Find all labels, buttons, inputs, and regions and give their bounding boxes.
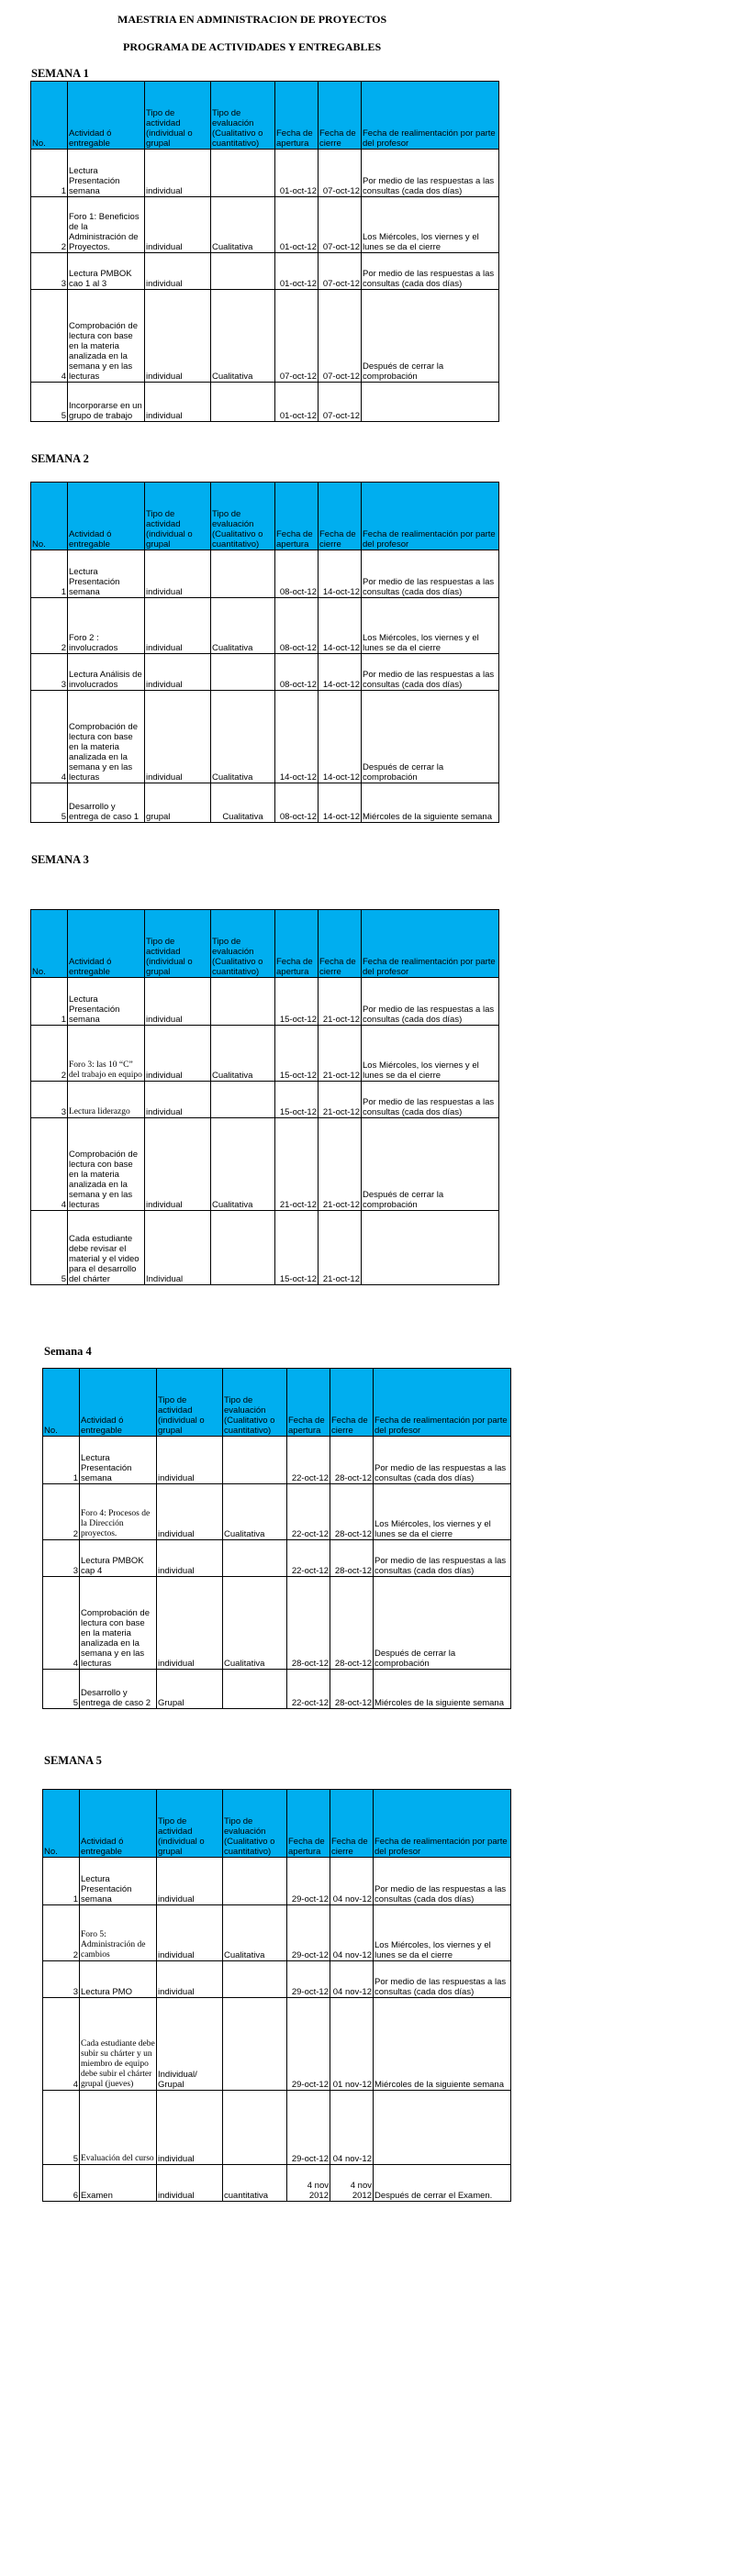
col-activity: Lectura Presentación semana	[68, 150, 145, 197]
col-type: individual	[157, 1437, 223, 1484]
table-header-row	[31, 82, 499, 150]
col-feedback: Después de cerrar el Examen.	[374, 2165, 511, 2202]
table-row	[31, 783, 499, 823]
col-type: grupal	[145, 783, 211, 823]
col-activity: Foro 5: Administración de cambios	[80, 1905, 157, 1961]
col-close: 28-oct-12	[330, 1437, 374, 1484]
col-feedback: Por medio de las respuestas a las consultas (cada dos días)	[362, 654, 499, 691]
table-row	[31, 197, 499, 253]
col-close: 07-oct-12	[319, 150, 362, 197]
col-close: 28-oct-12	[330, 1670, 374, 1709]
col-open: 21-oct-12	[275, 1118, 319, 1211]
col-type: individual	[145, 1026, 211, 1082]
col-no: 2	[43, 1484, 80, 1540]
col-eval	[223, 1858, 287, 1905]
header-col-feedback: Fecha de realimentación por parte del profesor	[362, 82, 499, 150]
col-eval	[211, 654, 275, 691]
col-activity: Cada estudiante debe subir su chárter y un miembro de equipo debe subir el chárter grupal (jueves)	[80, 1998, 157, 2091]
col-no: 1	[31, 150, 68, 197]
col-close: 07-oct-12	[319, 383, 362, 422]
header-col-type: Tipo de actividad (individual o grupal	[157, 1369, 223, 1437]
table-row	[31, 1211, 499, 1285]
col-type: individual	[145, 290, 211, 383]
col-feedback: Por medio de las respuestas a las consultas (cada dos días)	[362, 1082, 499, 1118]
table-row	[31, 598, 499, 654]
col-type: individual	[157, 1858, 223, 1905]
col-feedback: Los Miércoles, los viernes y el lunes se da el cierre	[374, 1484, 511, 1540]
col-close: 21-oct-12	[319, 978, 362, 1026]
col-no: 4	[43, 1998, 80, 2091]
col-eval: Cualitativa	[211, 1118, 275, 1211]
table-row	[43, 1998, 511, 2091]
col-no: 2	[31, 1026, 68, 1082]
col-open: 01-oct-12	[275, 383, 319, 422]
table-row	[31, 150, 499, 197]
col-open: 08-oct-12	[275, 550, 319, 598]
col-activity: Desarrollo y entrega de caso 2	[80, 1670, 157, 1709]
col-type: individual	[145, 978, 211, 1026]
header-col-activity: Actividad ó entregable	[68, 483, 145, 550]
table-row	[43, 1484, 511, 1540]
col-activity: Lectura Presentación semana	[80, 1858, 157, 1905]
col-activity: Foro 1: Beneficios de la Administración de Proyectos.	[68, 197, 145, 253]
col-close: 04 nov-12	[330, 2091, 374, 2165]
col-eval	[223, 1437, 287, 1484]
col-close: 28-oct-12	[330, 1540, 374, 1577]
col-activity: Lectura Análisis de involucrados	[68, 654, 145, 691]
col-type: individual	[157, 1905, 223, 1961]
col-feedback	[362, 383, 499, 422]
col-feedback	[362, 1211, 499, 1285]
col-feedback: Miércoles de la siguiente semana	[374, 1670, 511, 1709]
col-close: 21-oct-12	[319, 1026, 362, 1082]
col-activity: Lectura PMBOK cao 1 al 3	[68, 253, 145, 290]
col-no: 1	[43, 1858, 80, 1905]
col-type: individual	[157, 2165, 223, 2202]
col-activity: Cada estudiante debe revisar el material y el video para el desarrollo del chárter	[68, 1211, 145, 1285]
header-col-feedback: Fecha de realimentación por parte del profesor	[362, 910, 499, 978]
col-close: 21-oct-12	[319, 1082, 362, 1118]
table-row	[31, 383, 499, 422]
col-type: individual	[145, 1082, 211, 1118]
table-header-row	[43, 1369, 511, 1437]
table-row	[43, 1961, 511, 1998]
col-eval	[223, 1998, 287, 2091]
col-activity: Foro 4: Procesos de la Dirección proyectos.	[80, 1484, 157, 1540]
document-subtitle: PROGRAMA DE ACTIVIDADES Y ENTREGABLES	[123, 40, 382, 53]
col-activity: Lectura PMO	[80, 1961, 157, 1998]
col-no: 3	[31, 253, 68, 290]
table-row	[43, 1670, 511, 1709]
header-col-open: Fecha de apertura	[275, 483, 319, 550]
col-eval: Cualitativa	[223, 1577, 287, 1670]
col-feedback: Por medio de las respuestas a las consultas (cada dos días)	[374, 1540, 511, 1577]
header-col-activity: Actividad ó entregable	[68, 910, 145, 978]
col-type: Individual	[145, 1211, 211, 1285]
col-feedback: Por medio de las respuestas a las consultas (cada dos días)	[362, 253, 499, 290]
header-col-close: Fecha de cierre	[319, 910, 362, 978]
table-row	[31, 290, 499, 383]
table-row	[43, 1905, 511, 1961]
col-type: Individual/ Grupal	[157, 1998, 223, 2091]
col-open: 08-oct-12	[275, 783, 319, 823]
col-type: individual	[145, 691, 211, 783]
col-no: 4	[31, 691, 68, 783]
col-activity: Comprobación de lectura con base en la materia analizada en la semana y en las lecturas	[80, 1577, 157, 1670]
col-feedback: Después de cerrar la comprobación	[362, 1118, 499, 1211]
col-activity: Comprobación de lectura con base en la materia analizada en la semana y en las lecturas	[68, 691, 145, 783]
col-open: 15-oct-12	[275, 1026, 319, 1082]
col-close: 21-oct-12	[319, 1211, 362, 1285]
col-no: 3	[31, 654, 68, 691]
week-table	[30, 909, 499, 1285]
col-eval: Cualitativa	[211, 197, 275, 253]
col-activity: Evaluación del curso	[80, 2091, 157, 2165]
col-feedback: Por medio de las respuestas a las consultas (cada dos días)	[374, 1437, 511, 1484]
col-open: 07-oct-12	[275, 290, 319, 383]
table-row	[43, 1540, 511, 1577]
col-activity: Foro 2 : involucrados	[68, 598, 145, 654]
header-col-type: Tipo de actividad (individual o grupal	[145, 483, 211, 550]
col-feedback	[374, 2091, 511, 2165]
week-table	[30, 482, 499, 823]
col-close: 28-oct-12	[330, 1577, 374, 1670]
col-close: 14-oct-12	[319, 598, 362, 654]
col-no: 6	[43, 2165, 80, 2202]
col-close: 4 nov 2012	[330, 2165, 374, 2202]
table-header-row	[43, 1790, 511, 1858]
col-open: 01-oct-12	[275, 150, 319, 197]
header-col-activity: Actividad ó entregable	[80, 1790, 157, 1858]
col-feedback: Por medio de las respuestas a las consultas (cada dos días)	[374, 1858, 511, 1905]
header-col-feedback: Fecha de realimentación por parte del profesor	[374, 1369, 511, 1437]
col-eval	[223, 1670, 287, 1709]
col-activity: Comprobación de lectura con base en la materia analizada en la semana y en las lecturas	[68, 1118, 145, 1211]
col-eval: Cualitativa	[211, 783, 275, 823]
header-col-open: Fecha de apertura	[287, 1369, 330, 1437]
header-col-no: No.	[31, 82, 68, 150]
col-type: individual	[157, 1961, 223, 1998]
col-type: individual	[157, 1484, 223, 1540]
col-activity: Lectura liderazgo	[68, 1082, 145, 1118]
table-row	[43, 2091, 511, 2165]
header-col-no: No.	[43, 1790, 80, 1858]
col-type: individual	[145, 150, 211, 197]
col-eval: cuantitativa	[223, 2165, 287, 2202]
col-eval	[223, 1540, 287, 1577]
col-open: 01-oct-12	[275, 253, 319, 290]
table-row	[43, 1437, 511, 1484]
col-activity: Comprobación de lectura con base en la materia analizada en la semana y en las lecturas	[68, 290, 145, 383]
col-feedback: Después de cerrar la comprobación	[362, 691, 499, 783]
col-open: 22-oct-12	[287, 1670, 330, 1709]
table-header-row	[31, 483, 499, 550]
header-col-type: Tipo de actividad (individual o grupal	[157, 1790, 223, 1858]
col-feedback: Por medio de las respuestas a las consultas (cada dos días)	[362, 978, 499, 1026]
col-close: 14-oct-12	[319, 550, 362, 598]
col-no: 1	[43, 1437, 80, 1484]
col-open: 29-oct-12	[287, 2091, 330, 2165]
header-col-eval: Tipo de evaluación (Cualitativo o cuantitativo)	[223, 1369, 287, 1437]
col-open: 4 nov 2012	[287, 2165, 330, 2202]
col-close: 07-oct-12	[319, 253, 362, 290]
week-label: Semana 4	[44, 1345, 92, 1358]
col-type: individual	[157, 2091, 223, 2165]
header-col-open: Fecha de apertura	[275, 910, 319, 978]
col-no: 2	[43, 1905, 80, 1961]
col-open: 29-oct-12	[287, 1905, 330, 1961]
col-close: 21-oct-12	[319, 1118, 362, 1211]
week-label: SEMANA 2	[31, 452, 89, 465]
col-open: 14-oct-12	[275, 691, 319, 783]
col-type: individual	[145, 598, 211, 654]
col-open: 29-oct-12	[287, 1858, 330, 1905]
col-open: 08-oct-12	[275, 654, 319, 691]
table-header-row	[31, 910, 499, 978]
col-feedback: Por medio de las respuestas a las consultas (cada dos días)	[362, 550, 499, 598]
col-type: individual	[145, 1118, 211, 1211]
table-row	[31, 1026, 499, 1082]
header-col-close: Fecha de cierre	[330, 1790, 374, 1858]
header-col-eval: Tipo de evaluación (Cualitativo o cuantitativo)	[211, 82, 275, 150]
week-label: SEMANA 1	[31, 67, 89, 80]
col-close: 07-oct-12	[319, 290, 362, 383]
col-feedback: Los Miércoles, los viernes y el lunes se da el cierre	[362, 1026, 499, 1082]
header-col-feedback: Fecha de realimentación por parte del profesor	[362, 483, 499, 550]
col-feedback: Después de cerrar la comprobación	[374, 1577, 511, 1670]
table-row	[31, 654, 499, 691]
week-table	[42, 1789, 511, 2202]
col-close: 04 nov-12	[330, 1858, 374, 1905]
col-type: individual	[145, 654, 211, 691]
col-activity: Lectura Presentación semana	[80, 1437, 157, 1484]
col-no: 5	[31, 783, 68, 823]
table-row	[43, 1577, 511, 1670]
header-col-no: No.	[31, 483, 68, 550]
header-col-close: Fecha de cierre	[319, 82, 362, 150]
document-title: MAESTRIA EN ADMINISTRACION DE PROYECTOS	[117, 13, 387, 26]
header-col-eval: Tipo de evaluación (Cualitativo o cuantitativo)	[211, 910, 275, 978]
col-eval	[211, 978, 275, 1026]
col-no: 2	[31, 197, 68, 253]
col-feedback: Los Miércoles, los viernes y el lunes se da el cierre	[362, 598, 499, 654]
col-open: 29-oct-12	[287, 1998, 330, 2091]
col-feedback: Miércoles de la siguiente semana	[362, 783, 499, 823]
col-no: 5	[43, 1670, 80, 1709]
col-feedback: Los Miércoles, los viernes y el lunes se da el cierre	[374, 1905, 511, 1961]
col-eval: Cualitativa	[211, 598, 275, 654]
table-row	[31, 691, 499, 783]
col-type: individual	[145, 253, 211, 290]
col-no: 3	[43, 1961, 80, 1998]
col-feedback: Por medio de las respuestas a las consultas (cada dos días)	[374, 1961, 511, 1998]
col-no: 4	[43, 1577, 80, 1670]
header-col-eval: Tipo de evaluación (Cualitativo o cuantitativo)	[223, 1790, 287, 1858]
header-col-open: Fecha de apertura	[287, 1790, 330, 1858]
col-type: individual	[157, 1540, 223, 1577]
col-open: 22-oct-12	[287, 1484, 330, 1540]
col-close: 01 nov-12	[330, 1998, 374, 2091]
week-label: SEMANA 3	[31, 853, 89, 866]
col-close: 07-oct-12	[319, 197, 362, 253]
col-no: 3	[43, 1540, 80, 1577]
col-no: 4	[31, 1118, 68, 1211]
col-activity: Examen	[80, 2165, 157, 2202]
col-close: 14-oct-12	[319, 691, 362, 783]
col-open: 29-oct-12	[287, 1961, 330, 1998]
col-open: 22-oct-12	[287, 1437, 330, 1484]
header-col-no: No.	[43, 1369, 80, 1437]
col-feedback: Por medio de las respuestas a las consultas (cada dos días)	[362, 150, 499, 197]
col-activity: Incorporarse en un grupo de trabajo	[68, 383, 145, 422]
header-col-close: Fecha de cierre	[319, 483, 362, 550]
col-type: individual	[145, 197, 211, 253]
col-open: 08-oct-12	[275, 598, 319, 654]
col-no: 1	[31, 550, 68, 598]
col-type: Grupal	[157, 1670, 223, 1709]
col-close: 14-oct-12	[319, 654, 362, 691]
header-col-feedback: Fecha de realimentación por parte del profesor	[374, 1790, 511, 1858]
col-no: 5	[43, 2091, 80, 2165]
col-close: 28-oct-12	[330, 1484, 374, 1540]
col-activity: Lectura PMBOK cap 4	[80, 1540, 157, 1577]
col-open: 15-oct-12	[275, 978, 319, 1026]
header-col-activity: Actividad ó entregable	[68, 82, 145, 150]
col-feedback: Después de cerrar la comprobación	[362, 290, 499, 383]
col-open: 01-oct-12	[275, 197, 319, 253]
table-row	[31, 1118, 499, 1211]
col-eval: Cualitativa	[211, 1026, 275, 1082]
table-row	[31, 1082, 499, 1118]
col-eval	[211, 253, 275, 290]
col-activity: Foro 3: las 10 “C” del trabajo en equipo	[68, 1026, 145, 1082]
col-eval	[211, 1082, 275, 1118]
header-col-type: Tipo de actividad (individual o grupal	[145, 82, 211, 150]
header-col-close: Fecha de cierre	[330, 1369, 374, 1437]
col-eval	[211, 383, 275, 422]
col-no: 2	[31, 598, 68, 654]
col-eval	[211, 1211, 275, 1285]
col-close: 04 nov-12	[330, 1961, 374, 1998]
col-no: 1	[31, 978, 68, 1026]
col-open: 28-oct-12	[287, 1577, 330, 1670]
header-col-eval: Tipo de evaluación (Cualitativo o cuantitativo)	[211, 483, 275, 550]
col-type: individual	[145, 550, 211, 598]
col-close: 14-oct-12	[319, 783, 362, 823]
table-row	[43, 1858, 511, 1905]
col-eval	[223, 1961, 287, 1998]
header-col-open: Fecha de apertura	[275, 82, 319, 150]
col-eval: Cualitativa	[211, 691, 275, 783]
col-activity: Lectura Presentación semana	[68, 978, 145, 1026]
col-type: individual	[145, 383, 211, 422]
col-no: 3	[31, 1082, 68, 1118]
col-feedback: Miércoles de la siguiente semana	[374, 1998, 511, 2091]
col-eval: Cualitativa	[211, 290, 275, 383]
col-eval: Cualitativa	[223, 1905, 287, 1961]
header-col-type: Tipo de actividad (individual o grupal	[145, 910, 211, 978]
col-eval	[211, 150, 275, 197]
table-row	[43, 2165, 511, 2202]
table-row	[31, 550, 499, 598]
col-feedback: Los Miércoles, los viernes y el lunes se da el cierre	[362, 197, 499, 253]
col-open: 15-oct-12	[275, 1211, 319, 1285]
col-activity: Lectura Presentación semana	[68, 550, 145, 598]
col-no: 5	[31, 383, 68, 422]
table-row	[31, 253, 499, 290]
week-label: SEMANA 5	[44, 1754, 102, 1767]
header-col-activity: Actividad ó entregable	[80, 1369, 157, 1437]
table-row	[31, 978, 499, 1026]
col-no: 5	[31, 1211, 68, 1285]
week-table	[30, 81, 499, 422]
col-eval	[211, 550, 275, 598]
col-activity: Desarrollo y entrega de caso 1	[68, 783, 145, 823]
col-close: 04 nov-12	[330, 1905, 374, 1961]
col-open: 22-oct-12	[287, 1540, 330, 1577]
header-col-no: No.	[31, 910, 68, 978]
col-no: 4	[31, 290, 68, 383]
col-open: 15-oct-12	[275, 1082, 319, 1118]
col-eval	[223, 2091, 287, 2165]
week-table	[42, 1368, 511, 1709]
col-type: individual	[157, 1577, 223, 1670]
col-eval: Cualitativa	[223, 1484, 287, 1540]
